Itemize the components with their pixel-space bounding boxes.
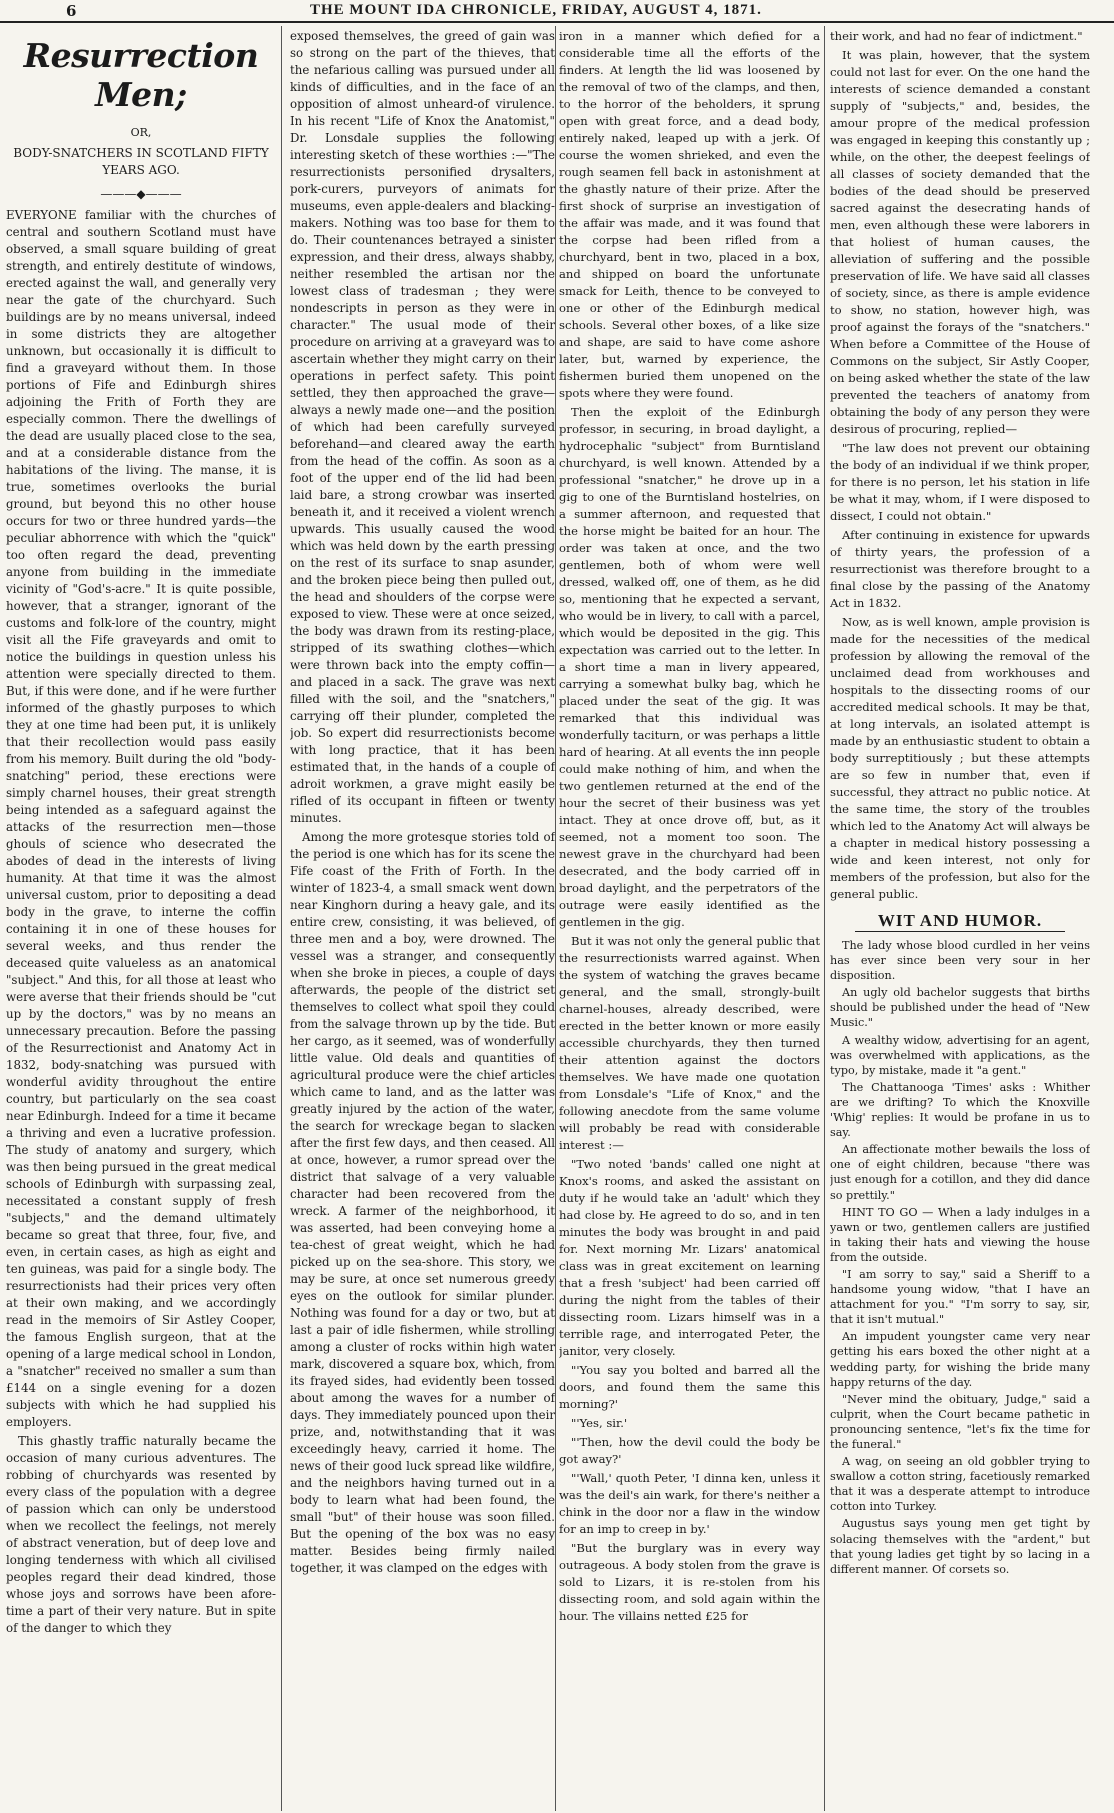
humor-item: "I am sorry to say," said a Sheriff to a handsome young widow, "that I have an attachment for you." "I'm sorry to say, sir, that it isn't mutual."	[830, 1267, 1090, 1327]
humor-item: The Chattanooga 'Times' asks : Whither are we drifting? To which the Knoxville 'Whig' replies: It would be profane in us to say.	[830, 1080, 1090, 1140]
paragraph: exposed themselves, the greed of gain was so strong on the part of the thieves, that the nefarious calling was pursued under all kinds of difficulties, and in the face of an opposition of almost unheard-of virulence. In his recent "Life of Knox the Anatomist," Dr. Lonsdale supplies the following interesting sketch of these worthies :—"The resurrectionists personified drysalters, pork-curers, purveyors of animats for museums, even apple-dealers and blacking-makers. Nothing was too base for them to do. Their countenances betrayed a sinister expression, and their dress, always shabby, neither resembled the artisan nor the lowest class of tradesman ; they were nondescripts in person as they were in character." The usual mode of their procedure on arriving at a graveyard was to ascertain whether they might carry on their operations in perfect safety. This point settled, they then approached the grave—always a newly made one—and the position of which had been carefully surveyed beforehand—and cleared away the earth from the head of the coffin. As soon as a foot of the upper end of the lid had been laid bare, a strong crowbar was inserted beneath it, and it received a violent wrench upwards. This usually caused the wood which was held down by the earth pressing on the rest of its surface to snap asunder, and the broken piece being then pulled out, the head and shoulders of the corpse were exposed to view. These were at once seized, the body was drawn from its resting-place, stripped of its swathing clothes—which were thrown back into the empty coffin—and placed in a sack. The grave was next filled with the soil, and the "snatchers," carrying off their plunder, completed the job. So expert did resurrectionists become with long practice, that it has been estimated that, in the hands of a couple of adroit workmen, a grave might easily be rifled of its occupant in fifteen or twenty minutes.	[290, 29, 555, 825]
humor-item: The lady whose blood curdled in her veins has ever since been very sour in her disposition.	[830, 939, 1090, 983]
paragraph: Now, as is well known, ample provision is made for the necessities of the medical profession by allowing the removal of the unclaimed dead from workhouses and hospitals to the dissecting rooms of our accredited medical schools. It may be that, at long intervals, an isolated attempt is made by an enthusiastic student to obtain a body surreptitiously ; but these attempts are so few in number that, even if successful, they attract no public notice. At the same time, the story of the troubles which led to the Anatomy Act will always be a chapter in medical history possessing a wide and keen interest, not only for members of the profession, but also for the general public.	[830, 615, 1090, 901]
paragraph: This ghastly traffic naturally became the occasion of many curious adventures. The robbing of churchyards was resented by every class of the population with a degree of passion which can only be understood when we recollect the feelings, not merely of abstract veneration, but of deep love and longing tenderness with which all civilised peoples regard their dead kindred, those whose joys and sorrows have been afore-time a part of their very nature. But in spite of the danger to which they	[6, 1434, 276, 1635]
humor-item: Augustus says young men get tight by solacing themselves with the "ardent," but that young ladies get tight by so lacing in a different manner. Of corsets so.	[830, 1517, 1090, 1576]
column-rule	[824, 26, 825, 1811]
humor-item: An affectionate mother bewails the loss of one of eight children, because "there was just enough for a cotillon, and they did dance so prettily."	[830, 1143, 1090, 1202]
paragraph: Then the exploit of the Edinburgh professor, in securing, in broad daylight, a hydrocephalic "subject" from Burntisland churchyard, is well known. Attended by a professional "snatcher," he drove up in a gig to one of the Burntisland hostelries, on a summer afternoon, and requested that the horse might be baited for an hour. The order was taken at once, and the two gentlemen, both of whom were well dressed, walked off, one of them, as he did so, mentioning that he expected a servant, who would be in livery, to call with a parcel, which would be deposited in the gig. This expectation was carried out to the letter. In a short time a man in livery appeared, carrying a somewhat bulky bag, which he placed under the seat of the gig. It was remarked that this individual was wonderfully taciturn, or was perhaps a little hard of hearing. At all events the inn people could make nothing of him, and when the two gentlemen returned at the end of the hour the secret of their business was yet intact. They at once drove off, but, as it seemed, not a moment too soon. The newest grave in the churchyard had been desecrated, and the body carried off in broad daylight, and the perpetrators of the outrage were easily identified as the gentlemen in the gig.	[559, 405, 820, 929]
ornament-divider: ———◆———	[100, 187, 182, 201]
masthead-rule	[0, 21, 1114, 23]
humor-item: A wealthy widow, advertising for an agent, was overwhelmed with applications, as the typo, by mistake, made it "a gent."	[830, 1033, 1090, 1077]
paragraph: their work, and had no fear of indictment."	[830, 29, 1083, 43]
paragraph: iron in a manner which defied for a considerable time all the efforts of the finders. At length the lid was loosened by the removal of two of the clamps, and then, to the horror of the beholders, it sprung open with great force, and a dead body, entirely naked, leaped up with a jerk. Of course the women shrieked, and even the rough seamen fell back in astonishment at the ghastly nature of their prize. After the first shock of surprise an investigation of the affair was made, and it was found that the corpse had been rifled from a churchyard, bent in two, placed in a box, and shipped on board the unfortunate smack for Leith, thence to be conveyed to one or other of the Edinburgh medical schools. Several other boxes, of a like size and shape, are said to have come ashore later, but, warned by experience, the fishermen buried them unopened on the spots where they were found.	[559, 29, 820, 400]
humor-item: An ugly old bachelor suggests that births should be published under the head of "New Music."	[830, 986, 1090, 1030]
paragraph: "The law does not prevent our obtaining the body of an individual if we think proper, for there is no person, let his station in life be what it may, whom, if I were disposed to dissect, I could not obtain."	[830, 441, 1090, 523]
section-title: WIT AND HUMOR.	[877, 911, 1043, 930]
page-number: 6	[66, 2, 77, 20]
column-rule	[281, 26, 282, 1811]
wit-and-humor-section	[830, 911, 1090, 1577]
paragraph: "'Wall,' quoth Peter, 'I dinna ken, unless it was the deil's ain wark, for there's neither a chink in the door nor a flaw in the window for an imp to creep in by.'	[559, 1471, 820, 1536]
humor-item: HINT TO GO — When a lady indulges in a yawn or two, gentlemen callers are justified in taking their hats and viewing the house from the outside.	[830, 1205, 1090, 1264]
article-title: Resurrection Men;	[23, 36, 259, 114]
article-or: OR,	[130, 126, 152, 139]
humor-item: An impudent youngster came very near getting his ears boxed the other night at a wedding party, for wishing the bride many happy returns of the day.	[830, 1330, 1090, 1389]
section-title-rule	[855, 931, 1065, 932]
paragraph: "'You say you bolted and barred all the doors, and found them the same this morning?'	[559, 1363, 820, 1411]
column-1	[6, 28, 276, 1808]
humor-item: "Never mind the obituary, Judge," said a culprit, when the Court became pathetic in pronouncing sentence, "let's fix the time for the funeral."	[830, 1392, 1090, 1451]
column-3	[559, 28, 820, 1808]
paragraph: EVERYONE familiar with the churches of central and southern Scotland must have observed, a small square building of great strength, and entirely destitute of windows, erected against the wall, and generally very near the gate of the churchyard. Such buildings are by no means universal, indeed in some districts they are altogether unknown, but occasionally it is difficult to find a graveyard without them. In those portions of Fife and Edinburgh shires adjoining the Frith of Forth they are especially common. There the dwellings of the dead are usually placed close to the sea, and at a considerable distance from the habitations of the living. The manse, it is true, sometimes overlooks the burial ground, but beyond this no other house occurs for two or three hundred yards—the peculiar abhorrence with which the "quick" too often regard the dead, preventing anyone from building in the immediate vicinity of "God's-acre." It is quite possible, however, that a stranger, ignorant of the customs and folk-lore of the country, might visit all the Fife graveyards and omit to notice the buildings in question unless his attention were specially directed to them. But, if this were done, and if he were further informed of the ghastly purposes to which they at one time had been put, it is unlikely that their recollection would pass easily from his memory. Built during the old "body-snatching" period, these erections were simply charnel houses, their great strength being intended as a safeguard against the attacks of the resurrection men—those ghouls of science who desecrated the abodes of dead in the interests of living humanity. At that time it was the almost universal custom, prior to depositing a dead body in the grave, to interne the coffin containing it in one of these houses for several weeks, and thus render the deceased quite valueless as an anatomical "subject." And this, for all those at least who were averse that their friends should be "cut up by the doctors," was by no means an unnecessary precaution. Before the passing of the Resurrectionist and Anatomy Act in 1832, body-snatching was pursued with wonderful avidity throughout the entire country, but particularly on the sea coast near Edinburgh. Indeed for a time it became a thriving and even a lucrative profession. The study of anatomy and surgery, which was then being pursued in the great medical schools of Edinburgh with surpassing zeal, necessitated a constant supply of fresh "subjects," and the demand ultimately became so great that three, four, five, and even, in certain cases, as high as eight and ten guineas, was paid for a single body. The resurrectionists had their prices very often at their own making, and we accordingly read in the memoirs of Sir Astley Cooper, the famous English surgeon, that at the opening of a large medical school in London, a "snatcher" received no smaller a sum than £144 on a single evening for a dozen subjects with which he had supplied his employers.	[6, 208, 276, 1429]
running-title: THE MOUNT IDA CHRONICLE, FRIDAY, AUGUST 4, 1871.	[310, 2, 762, 18]
paragraph: After continuing in existence for upwards of thirty years, the profession of a resurrectionist was therefore brought to a final close by the passing of the Anatomy Act in 1832.	[830, 528, 1090, 610]
paragraph: "'Then, how the devil could the body be got away?'	[559, 1435, 820, 1466]
column-2	[290, 28, 555, 1808]
paragraph: "'Yes, sir.'	[571, 1416, 628, 1430]
column-4	[830, 28, 1090, 1808]
humor-item: A wag, on seeing an old gobbler trying to swallow a cotton string, facetiously remarked that it was a desperate attempt to introduce cotton into Turkey.	[830, 1455, 1090, 1514]
column-rule	[555, 26, 556, 1811]
paragraph: But it was not only the general public that the resurrectionists warred against. When the system of watching the graves became general, and the small, strongly-built charnel-houses, already described, were erected in the better known or more easily accessible churchyards, they then turned their attention against the doctors themselves. We have made one quotation from Lonsdale's "Life of Knox," and the following anecdote from the same volume will probably be read with considerable interest :—	[559, 934, 820, 1152]
paragraph: "Two noted 'bands' called one night at Knox's rooms, and asked the assistant on duty if he would take an 'adult' which they had close by. He agreed to do so, and in ten minutes the body was brought in and paid for. Next morning Mr. Lizars' anatomical class was in great excitement on learning that a fresh 'subject' had been carried off during the night from the tables of their dissecting room. Lizars himself was in a terrible rage, and interrogated Peter, the janitor, very closely.	[559, 1157, 820, 1358]
paragraph: Among the more grotesque stories told of the period is one which has for its scene the Fife coast of the Frith of Forth. In the winter of 1823-4, a small smack went down near Kinghorn during a heavy gale, and its entire crew, consisting, it was believed, of three men and a boy, were drowned. The vessel was a stranger, and consequently when she broke in pieces, a couple of days afterwards, the people of the district set themselves to collect what spoil they could from the salvage thrown up by the tide. But her cargo, as it seemed, was of wonderfully little value. Old deals and quantities of agricultural produce were the chief articles which came to land, and as the latter was greatly injured by the action of the water, the search for wreckage began to slacken after the first few days, and then ceased. All at once, however, a rumor spread over the district that salvage of a very valuable character had been recovered from the wreck. A farmer of the neighborhood, it was asserted, had been conveying home a tea-chest of great weight, which he had picked up on the sea-shore. This story, we may be sure, at once set numerous greedy eyes on the outlook for similar plunder. Nothing was found for a day or two, but at last a pair of idle fishermen, while strolling among a cluster of rocks within high water mark, discovered a square box, which, from its frayed sides, had evidently been tossed about among the waves for a number of days. They immediately pounced upon their prize, and, notwithstanding that it was exceedingly heavy, carried it home. The news of their good luck spread like wildfire, and the neighbors having turned out in a body to learn what had been found, the small "but" of their house was soon filled. But the opening of the box was no easy matter. Besides being firmly nailed together, it was clamped on the edges with	[290, 830, 555, 1575]
article-subtitle: BODY-SNATCHERS IN SCOTLAND FIFTY YEARS AGO.	[13, 146, 269, 177]
masthead	[0, 0, 1114, 22]
paragraph: "But the burglary was in every way outrageous. A body stolen from the grave is sold to Lizars, it is re-stolen from his dissecting room, and sold again within the hour. The villains netted £25 for	[559, 1541, 820, 1623]
paragraph: It was plain, however, that the system could not last for ever. On the one hand the interests of science demanded a constant supply of "subjects," and, besides, the amour propre of the medical profession was engaged in keeping this constantly up ; while, on the other, the deepest feelings of all classes of society demanded that the bodies of the dead should be preserved sacred against the desecrating hands of men, even although these were laborers in that holiest of human causes, the alleviation of suffering and the possible preservation of life. We have said all classes of society, since, as there is ample evidence to show, no station, however high, was proof against the forays of the "snatchers." When before a Committee of the House of Commons on the subject, Sir Astly Cooper, on being asked whether the state of the law prevented the teachers of anatomy from obtaining the body of any person they were desirous of procuring, replied—	[830, 48, 1090, 436]
